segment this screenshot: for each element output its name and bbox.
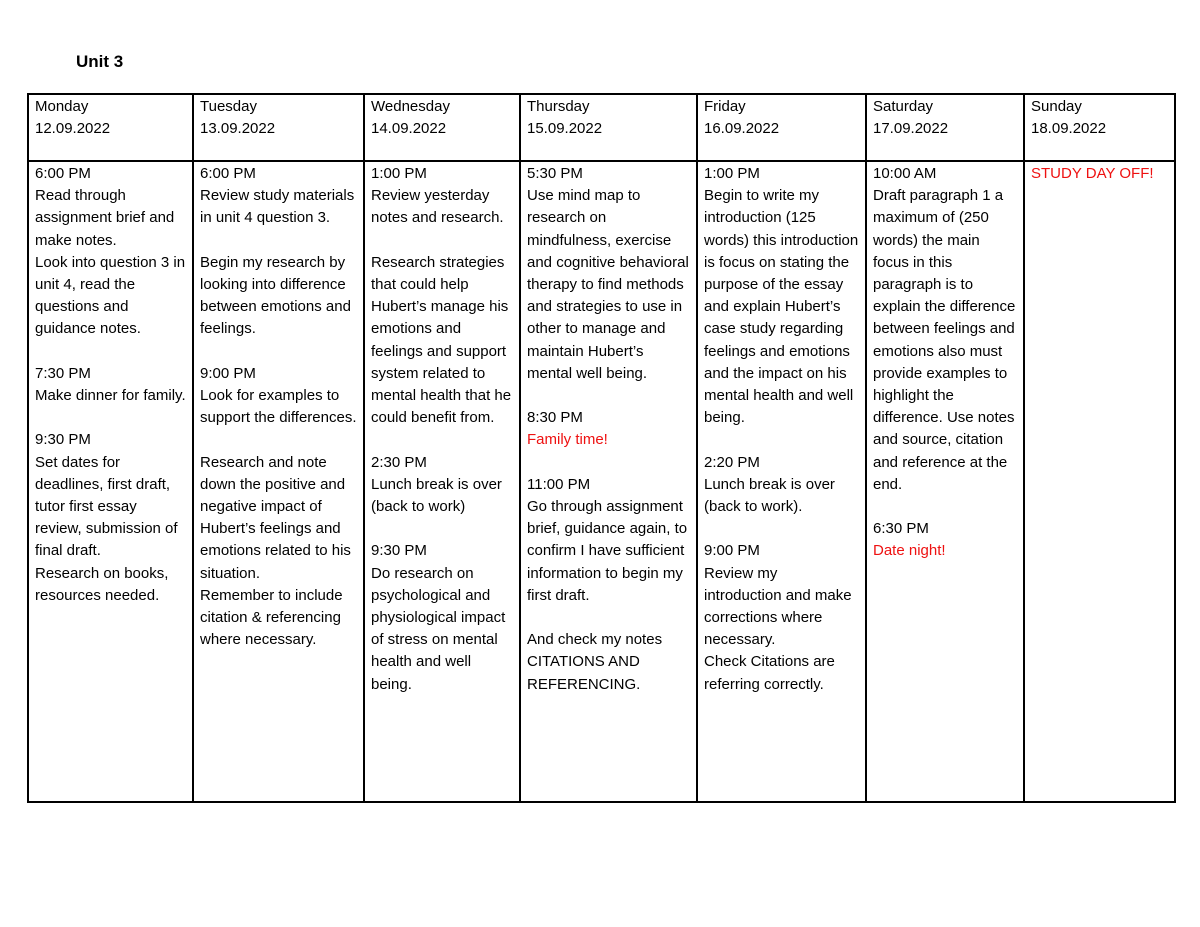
schedule-entry (527, 163, 690, 385)
entry-text: Do research on psychological and physiological impact of stress on mental health and well being. (371, 564, 506, 693)
entry-time: 8:30 PM (527, 409, 583, 427)
entry-time: 2:30 PM (371, 453, 427, 471)
day-name: Wednesday (371, 98, 450, 115)
entry-time: 6:00 PM (200, 165, 256, 182)
entry-time: 7:30 PM (35, 364, 91, 382)
schedule-entry (200, 252, 357, 341)
schedule-entry (371, 252, 513, 430)
day-header-row (28, 94, 1175, 161)
day-name: Friday (704, 98, 746, 115)
schedule-entry (200, 452, 357, 652)
schedule-entry (704, 163, 859, 429)
day-tasks-friday (697, 161, 866, 802)
day-header-tuesday (193, 94, 364, 161)
schedule-entry (873, 163, 1017, 496)
entry-text: Review yesterday notes and research. (371, 187, 504, 227)
entry-text: Research and note down the positive and negative impact of Hubert’s feelings and emotions related to his situation. (200, 453, 351, 582)
entry-time: 9:00 PM (704, 542, 760, 560)
day-date: 16.09.2022 (704, 120, 780, 138)
entry-time: 9:30 PM (371, 542, 427, 560)
day-tasks-thursday (520, 161, 697, 802)
entry-text: Lunch break is over (back to work). (704, 475, 835, 516)
day-header-thursday (520, 94, 697, 161)
day-name: Saturday (873, 98, 934, 115)
entry-highlight-text: STUDY DAY OFF! (1031, 165, 1154, 182)
entry-text: Review study materials in unit 4 question 3. (200, 187, 355, 227)
day-tasks-monday (28, 161, 193, 802)
entry-time: 1:00 PM (371, 165, 427, 182)
entry-text: Begin to write my introduction (125 words) this introduction is focus on stating the purpose of the essay and explain Hubert’s case study regarding feelings and emotions and the impact on his mental health and well being. (704, 187, 859, 427)
schedule-entry (1031, 163, 1168, 185)
entry-time: 9:30 PM (35, 431, 91, 449)
entry-text: Research on books, resources needed. (35, 564, 169, 604)
schedule-entry (35, 363, 186, 407)
entry-time: 5:30 PM (527, 165, 583, 182)
schedule-entry (873, 518, 1017, 562)
entry-text: Set dates for deadlines, first draft, tutor first essay review, submission of final draft. (35, 453, 178, 560)
day-date: 17.09.2022 (873, 120, 949, 138)
entry-text: Read through assignment brief and make notes. (35, 187, 175, 249)
schedule-entry (371, 163, 513, 230)
entry-time: 11:00 PM (527, 475, 591, 493)
entry-text: Review my introduction and make corrections where necessary. (704, 564, 852, 649)
schedule-entry (371, 452, 513, 519)
entry-time: 9:00 PM (200, 364, 256, 382)
day-name: Sunday (1031, 98, 1082, 115)
entry-highlight-text: Date night! (873, 542, 946, 560)
day-name: Thursday (527, 98, 590, 115)
entry-text: Make dinner for family. (35, 387, 186, 405)
entry-text: And check my notes CITATIONS AND REFERENCING. (527, 631, 663, 693)
schedule-entry (527, 474, 690, 607)
schedule-entry (527, 629, 690, 696)
entry-text: Begin my research by looking into difference between emotions and feelings. (200, 253, 351, 338)
day-date: 18.09.2022 (1031, 120, 1107, 138)
entry-time: 2:20 PM (704, 453, 760, 471)
day-tasks-saturday (866, 161, 1024, 802)
entry-text: Look into question 3 in unit 4, read the questions and guidance notes. (35, 253, 186, 338)
entry-highlight-text: Family time! (527, 431, 608, 449)
day-header-wednesday (364, 94, 520, 161)
day-date: 13.09.2022 (200, 120, 276, 138)
entry-text: Remember to include citation & referencing where necessary. (200, 586, 343, 649)
entry-text: Draft paragraph 1 a maximum of (250 words) the main focus in this paragraph is to explain the difference between feelings and emotions also must provide examples to highlight the difference. Use notes and source, citation and reference at the end. (873, 187, 1016, 493)
schedule-entry (35, 429, 186, 607)
day-tasks-wednesday (364, 161, 520, 802)
day-tasks-tuesday (193, 161, 364, 802)
day-header-sunday (1024, 94, 1175, 161)
day-date: 14.09.2022 (371, 120, 447, 138)
schedule-entry (200, 363, 357, 430)
entry-time: 10:00 AM (873, 165, 937, 182)
schedule-entry (200, 163, 357, 230)
entry-text: Research strategies that could help Hubert’s manage his emotions and feelings and support system related to mental health that he could benefit from. (371, 253, 512, 427)
day-header-saturday (866, 94, 1024, 161)
schedule-entry (704, 540, 859, 695)
entry-text: Check Citations are referring correctly. (704, 653, 835, 693)
day-name: Tuesday (200, 98, 257, 115)
schedule-entry (35, 163, 186, 341)
day-date: 12.09.2022 (35, 120, 111, 138)
entry-text: Lunch break is over (back to work) (371, 475, 502, 516)
day-header-monday (28, 94, 193, 161)
entry-text: Use mind map to research on mindfulness, exercise and cognitive behavioral therapy to find methods and strategies to use in other to manage and maintain Hubert’s mental well being. (527, 187, 689, 382)
day-tasks-sunday (1024, 161, 1175, 802)
weekly-schedule-table (27, 93, 1176, 803)
page-title: Unit 3 (76, 52, 124, 71)
entry-time: 1:00 PM (704, 165, 760, 182)
entry-text: Look for examples to support the differences. (200, 387, 357, 427)
schedule-entry (704, 452, 859, 519)
entry-time: 6:00 PM (35, 165, 91, 182)
entry-time: 6:30 PM (873, 520, 929, 538)
day-header-friday (697, 94, 866, 161)
entry-text: Go through assignment brief, guidance again, to confirm I have sufficient information to begin my first draft. (527, 498, 688, 604)
day-tasks-row (28, 161, 1175, 802)
schedule-entry (527, 407, 690, 451)
day-date: 15.09.2022 (527, 120, 603, 138)
schedule-entry (371, 540, 513, 695)
day-name: Monday (35, 98, 89, 115)
